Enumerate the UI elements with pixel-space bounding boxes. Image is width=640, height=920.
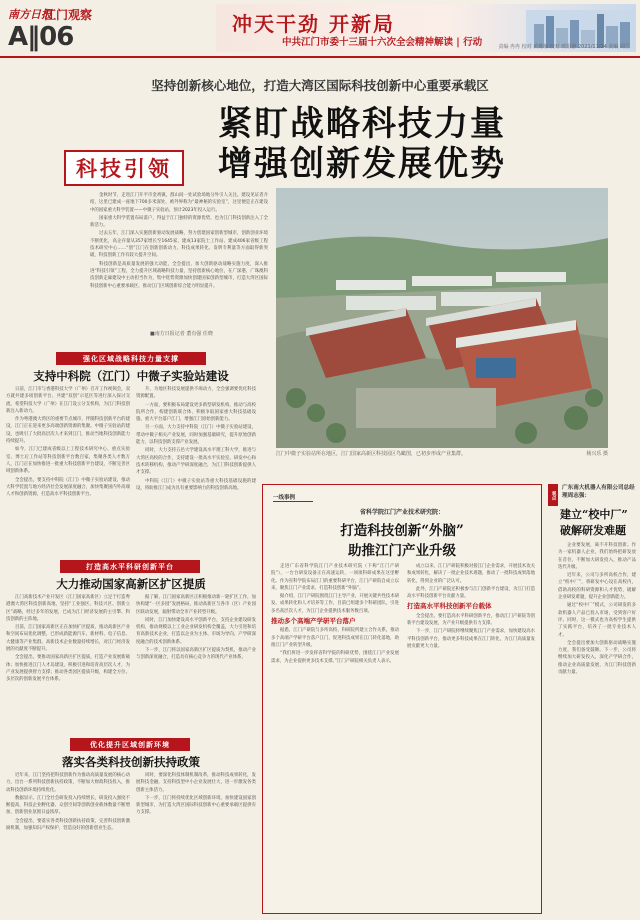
sidebar-paragraph: 通过“校中厂”模式，公司研发的多款机器人产品已投入市场，受到客户好评。同时，这一模式也为高校学生提供了实践平台，培养了一批专业技术人才。 xyxy=(558,603,636,638)
section2-col-a xyxy=(6,594,130,726)
sidebar-paragraph: 全会提出要加大创新驱动战略实施力度，我们备受鼓舞。下一步，公司将继续加大研发投入，深化产学研合作，推动企业高质量发展，为江门科技创新贡献力量。 xyxy=(558,640,636,676)
photo-caption xyxy=(276,450,608,457)
banner-slogan: 冲天干劲 开新局 xyxy=(232,12,395,36)
aerial-photo xyxy=(276,188,608,448)
section3-col-b xyxy=(136,772,256,914)
feature-title-line2: 助推江门产业升级 xyxy=(348,543,456,559)
section2-paragraph: 目前，江门国家高新区正在加快扩区提质，推动高新区产业和空间布局优化调整，已形成新能源汽车、新材料、电子信息、大健康等产业集群，高新技术企业数量持续增长，对江门经济发展的贡献度不断提升。 xyxy=(6,625,130,653)
section-name: 江门观察 xyxy=(44,8,93,22)
lead-paragraph: 科技创新是高质量发展的强大动能，全会提出，加大创新驱动战略实施力度，深入推进“科技引领”工程，全力提升区域战略科技力量，坚持创新核心地位，在广深港、广珠澳科技创新走廊建设中主动担当作为，集中优势资源加快创建国家创新型城市，打造大湾区国际科技创新中心重要承载区，推动江门区域创新综合能力明显提升。 xyxy=(90,261,268,289)
feature-paragraph: 据悉，江门产研院与多所高校、科研院所建立合作关系，推动多个高端产学研平台落户江门，促进科技成果在江门转化落地，助推江门产业转型升级。 xyxy=(271,628,399,648)
photo-caption-text: 江门中微子实验站所在地区，江门国家高新区科技园区鸟瞰图，已初步形成产业集群。 xyxy=(276,451,467,457)
section3-paragraph: 近年来，江门坚持把科技创新作为推动高质量发展的核心动力，出台一系列科技创新扶持政策，不断加大财政科技投入，推动科技创新环境持续优化。 xyxy=(6,773,130,793)
sidebar-paragraph: 企业要发展，离不开科技创新。作为一家机器人企业，我们始终把研发放在首位，不断加大研发投入，推动产品迭代升级。 xyxy=(558,543,636,570)
section2-bar: 打造高水平科研创新平台 xyxy=(60,560,200,573)
sidebar-paragraph: 近年来，公司与多所高校合作，建立“校中厂”，将研发中心设在高校内，借助高校的科研资源和人才优势，破解企业研发难题，提升企业创新能力。 xyxy=(558,573,636,601)
photo-credit: 杨兴乐 摄 xyxy=(586,451,608,457)
sidebar-body xyxy=(558,542,636,912)
section2-paragraph: 江门高新技术产业开发区（江门国家高新区）立足于打造粤港澳大湾区科技创新高地，坚持“工业强区、科技兴区、创新立区”战略，经过多年的发展，已成为江门经济发展的主引擎、科技创新的主阵地。 xyxy=(6,595,130,622)
feature-tag-rule xyxy=(273,501,313,502)
column-tag xyxy=(64,150,184,186)
sidebar-accent-tag: 观点 xyxy=(548,484,558,506)
section1-paragraph: 如今，江门已建成省级以上工程技术研究中心、重点实验室、博士后工作站等科技创新平台数百家，集聚各类人才数万人，江门正在加快推进一批重大科技创新平台建设，不断完善区域创新体系。 xyxy=(6,447,130,475)
headline-kicker: 坚持创新核心地位，打造大湾区国际科技创新中心重要承载区 xyxy=(151,78,489,93)
section3-bar: 优化提升区域创新环境 xyxy=(70,738,190,751)
section1-paragraph: 中科院（江门）中微子实验站等重大科技基础设施的建设，将助推江门成为具有重要影响力的科技创新高地。 xyxy=(136,478,256,491)
section2-paragraph: 下一步，江门将以国家高新区扩区提质为契机，推动产业与创新深度融合，打造具有核心竞争力的现代产业体系。 xyxy=(136,648,256,661)
banner-subtitle: 中共江门市委十三届十六次全会精神解读 | 行动 xyxy=(282,37,483,48)
masthead xyxy=(0,0,640,58)
lead-paragraph: 金秋时节，走进江门开平市金鸡镇，群山间一处试验场地分外引人关注。建设见证者介绍，这里已建成一座地下700多米深处、被外界称为“最神秘的实验室”，这里便是正在建设中的国家重大科学装置——中微子实验站，预计2023年投入运行。 xyxy=(90,193,268,213)
section1-paragraph: 同时，大力支持五邑大学建设高水平理工科大学，推进与大湾区高校的合作，支持建设一批高水平实验室、研发中心和技术转移机构，推动产学研深度融合，为江门科技创新提供人才支撑。 xyxy=(136,448,256,476)
section1-paragraph: 作为粤港澳大湾区的重要节点城市，伴随科技创新平台的建设，江门正在迎来更多高端创新资源的集聚。中微子实验站的建设，也吸引了大批高层次人才来到江门，推动当地科技创新能力持续提升。 xyxy=(6,417,130,445)
feature-paragraph: 走进广东省科学院江门产业技术研究院（下称“江门产研院”），一台台研发设备正在高速运转，一项项科研成果在这里孵化。作为省科学院布局江门的重要科研平台，江门产研院自成立以来，聚焦江门产业需求，打造科技创新“外脑”。 xyxy=(271,564,399,591)
section1-paragraph: 一方面，要积极布局建设更多新型研发机构，推动与高校院所合作，构建创新联合体，积极争取国家重大科技基础设施、重大平台落户江门，增强江门原始创新能力。 xyxy=(136,402,256,423)
section3-col-a xyxy=(6,772,130,914)
main-title-line1: 紧盯战略科技力量 xyxy=(218,104,506,144)
feature-paragraph: 此外，江门产研院还积极参与江门创新平台建设，为江门打造高水平科技创新平台贡献力量。 xyxy=(407,586,535,600)
feature-subheading: 推动多个高端产学研平台落户 xyxy=(271,617,356,626)
lead-paragraph: 国家重大科学装置布局落户，得益于江门独特的资源优势，也为江门科技创新注入了全新活力。 xyxy=(90,215,268,229)
section1-paragraph: 另一方面，大力支持中科院（江门）中微子实验站建设，带动中微子相关产业发展，同时加强基础研究，提升原始创新能力，以科技创新支撑产业发展。 xyxy=(136,425,256,446)
section3-title: 落实各类科技创新扶持政策 xyxy=(62,755,200,769)
banner xyxy=(216,4,636,52)
section2-paragraph: 同时，江门加快建设高水平创新平台，支持企业建设研发机构，推动规模以上工业企业研发机构全覆盖，大力引进和培育高新技术企业，打造以企业为主体、市场为导向、产学研深度融合的技术创新体系。 xyxy=(136,617,256,645)
section2-paragraph: 全会提出，要推动国家高新区扩区提质，打造产业发展新载体；加快推进江门人才岛建设，积极引进和培育高层次人才，为产业发展提供智力支撑；推动各类园区提质升级，构建全方位、多层次的创新发展平台体系。 xyxy=(6,655,130,683)
section1-paragraph: 升，为地区科技发展提供不竭动力，全会强调要优化科技资源配置。 xyxy=(136,387,256,400)
section2-col-b xyxy=(136,594,256,726)
section3-paragraph: 下一步，江门将持续优化区域创新环境，加快建设国家创新型城市，为打造大湾区国际科技创新中心重要承载区提供有力支撑。 xyxy=(136,795,256,816)
banner-credit: 责编 冉冉 校对 黄耀敏 校对 欧阳静 2021/11/24 美编 周兰 xyxy=(498,44,630,50)
feature-paragraph: 成立以来，江门产研院积极对接江门企业需求，开展技术攻关和成果转化，解决了一批企业技术难题，推动了一批科技成果落地转化，得到企业的广泛认可。 xyxy=(407,564,535,584)
column-tag-label: 科技引领 xyxy=(76,156,172,181)
lead-paragraph: 过去五年，江门深入实施创新驱动发展战略，努力创建国家创新型城市，创新创业环境不断优化，高企存量从357家增长至1645家，建成13家院士工作站、建成406家省级工程技术研究中心……“创”江门在创新创新动力、科技成果转化、发明专利量等方面取得新突破，科技创新工作有较大提升空间。 xyxy=(90,231,268,259)
masthead-logo xyxy=(8,6,128,54)
feature-title-line1: 打造科技创新“外脑” xyxy=(340,523,464,539)
section1-col-b xyxy=(136,386,256,538)
main-title-line2: 增强创新发展优势 xyxy=(218,144,506,184)
section3-paragraph: 同时，要深化科技体制机制改革，推动科技成果转化，发展科技金融，支持科技型中小企业发展壮大，进一步激发各类创新主体活力。 xyxy=(136,773,256,793)
feature-box xyxy=(262,484,542,914)
sidebar-author: 广东南大机器人有限公司总经理周志强： xyxy=(562,485,635,499)
sidebar-title-line2: 破解研发难题 xyxy=(560,524,626,537)
section3-paragraph: 全会提出，要落实各类科技创新扶持政策，完善科技创新激励机制，加强知识产权保护，营造良好的创新创业生态。 xyxy=(6,818,130,832)
section3-paragraph: 数据显示，江门全社会研发投入持续增长，研发投入强度不断提高，科技企业孵化器、众创空间等创新创业载体数量不断增加，创新创业氛围日益浓厚。 xyxy=(6,795,130,816)
section1-col-a xyxy=(6,386,130,538)
section2-paragraph: 据了解，江门国家高新区正积极推动新一轮扩区工作，加快构建“一区多园”发展格局，推动高新区与各市（区）产业园区联动发展，辐射带动全市产业转型升级。 xyxy=(136,595,256,615)
feature-paragraph: 全会提出，要打造高水平科研创新平台，推动江门产研院等创新平台建设发展，为产业升级提供有力支撑。 xyxy=(407,613,535,627)
section1-bar: 强化区域战略科技力量支撑 xyxy=(56,352,206,365)
headline-zone xyxy=(0,62,640,184)
lead-byline: ■南方日报记者 董有强 任晓 xyxy=(150,331,213,337)
page-number: A‖06 xyxy=(8,22,74,52)
feature-tag: 一线事例 xyxy=(273,495,296,501)
feature-col-b xyxy=(407,563,535,909)
feature-paragraph: “我们将进一步发挥省科学院的科研优势，围绕江门产业发展需求，为企业提供更多技术支撑。”江门产研院相关负责人表示。 xyxy=(271,651,399,664)
sidebar-interview xyxy=(548,484,636,914)
sidebar-title-line1: 建立“校中厂” xyxy=(560,508,628,521)
section1-paragraph: 全会提出，要支持中科院（江门）中微子实验站建设，推动大科学装置与地方经济社会发展深度融合，加快集聚国内外高端人才和创新资源，打造高水平科技创新平台。 xyxy=(6,477,130,498)
feature-col-a xyxy=(271,563,399,909)
feature-paragraph: 下一步，江门产研院将继续聚焦江门产业需求，加快建设高水平科技创新平台，推动更多科技成果在江门转化，为江门高质量发展贡献更大力量。 xyxy=(407,629,535,649)
lead-article xyxy=(90,192,268,326)
paper-name: 南方日报 xyxy=(8,8,52,21)
feature-paragraph: 据介绍，江门产研院围绕江门主导产业，开展关键共性技术研发、成果转化和人才培养等工作，目前已组建多个科研团队，引进多名高层次人才，为江门企业提供技术服务数百项。 xyxy=(271,594,399,614)
feature-subheading: 打造高水平科技创新平台载体 xyxy=(407,602,492,611)
section2-title: 大力推动国家高新区扩区提质 xyxy=(56,577,206,591)
section1-title: 支持中科院（江门）中微子实验站建设 xyxy=(33,369,229,383)
feature-subhead: 省科学院江门产业技术研究院： xyxy=(359,509,444,516)
section1-paragraph: 日前，江门市与香港科技大学（广州）召开工作视频会，双方就共建多项创新平台、共建“双创”示范区等进行深入探讨交流，希望科技大学（广州）在江门设立分支机构，为江门科技创新注入新动力。 xyxy=(6,387,130,414)
